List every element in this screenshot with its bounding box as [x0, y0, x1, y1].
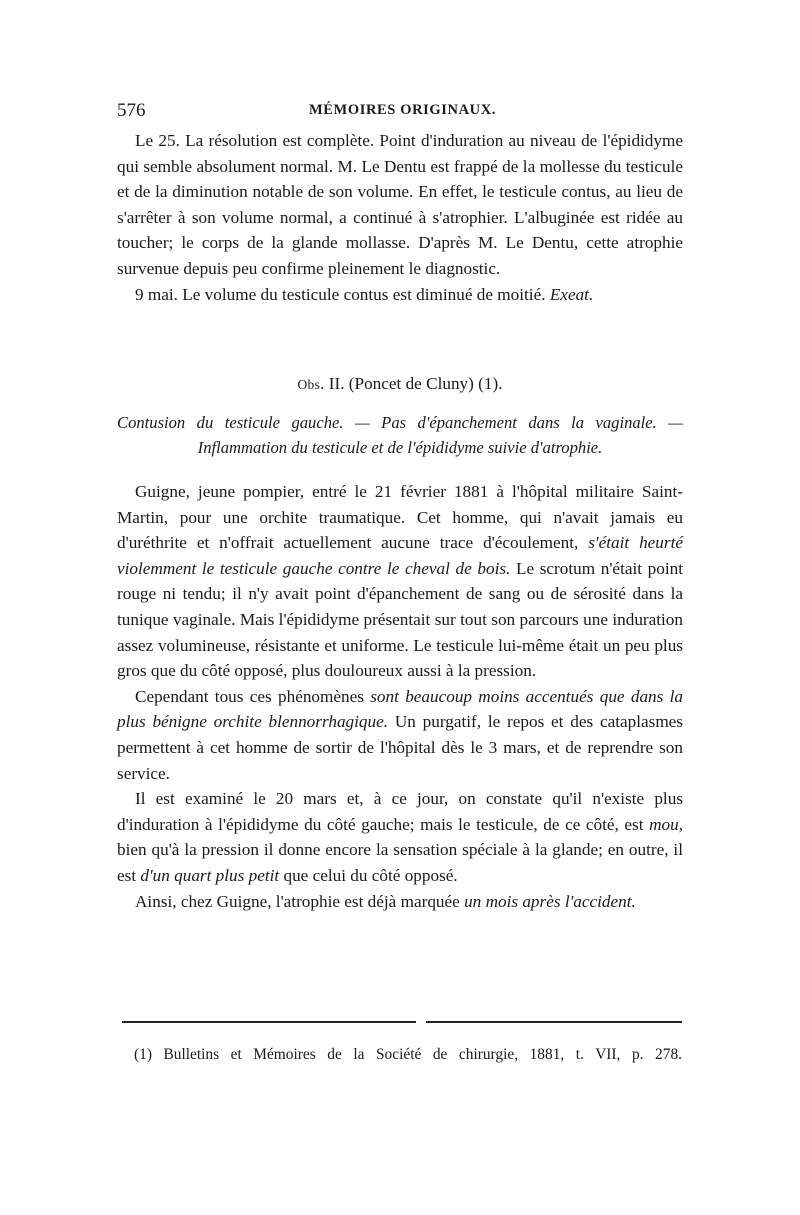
obs-label: Obs [297, 377, 321, 392]
paragraph-text: Un purgatif, le repos et des cataplasmes permettent à cet homme de sortir de l'hôpital dès le 3 mars, et de reprendre son service. [117, 712, 683, 783]
paragraph-text: 9 mai. Le volume du testicule contus est diminué de moitié. [135, 284, 546, 304]
paragraph-guigne [117, 479, 683, 684]
running-head: MÉMOIRES ORIGINAUX. [309, 102, 497, 118]
page-header [117, 100, 683, 124]
footnote-rule-left [122, 1021, 416, 1023]
observation-subtitle [117, 410, 683, 460]
text-block-1 [117, 128, 683, 307]
italic-phrase: d'un quart plus petit [140, 865, 280, 885]
paragraph-text: Guigne, jeune pompier, entré le 21 février 1881 à l'hôpital militaire Saint-Martin, pour une orchite traumatique. Cet homme, qui n'avait jamais eu d'uréthrite et n'offrait actuellement aucune trace d'écoulement, [117, 482, 683, 553]
footnote: (1) Bulletins et Mémoires de la Société de chirurgie, 1881, t. VII, p. 278. [134, 1046, 682, 1063]
italic-phrase: mou, [649, 814, 683, 834]
paragraph-text: Il est examiné le 20 mars et, à ce jour, on constate qu'il n'existe plus d'induration à l'épididyme du côté gauche; mais le testicule, de ce côté, est [117, 789, 683, 834]
text-block-2 [117, 479, 683, 914]
paragraph-examine [117, 786, 683, 888]
paragraph-9-mai [117, 282, 683, 308]
italic-phrase: sont beaucoup moins accentués que dans la plus bénigne orchite blennorrhagique. [117, 686, 684, 732]
paragraph-text: Le scrotum n'était point rouge ni tendu; il n'y avait point d'épanchement de sang ou de sérosité dans la tunique vaginale. Mais l'épididyme présentait sur tout son parcours une induration assez volumineuse, résistante et uniforme. Le testicule lui-même était un peu plus gros que du côté opposé, plus douloureux aussi à la pression. [117, 558, 683, 681]
page-number: 576 [117, 100, 146, 121]
paragraph-cependant [117, 684, 683, 786]
observation-heading [117, 374, 683, 394]
paragraph-text: Ainsi, chez Guigne, l'atrophie est déjà marquée [135, 891, 460, 911]
paragraph-ainsi [117, 889, 683, 915]
italic-phrase: un mois après l'accident. [464, 891, 636, 911]
paragraph-text: Cependant tous ces phénomènes [135, 686, 364, 706]
paragraph-text: bien qu'à la pression il donne encore la sensation spéciale à la glande; en outre, il est [117, 840, 683, 885]
subtitle-line-2: Inflammation du testicule et de l'épididyme suivie d'atrophie. [197, 438, 603, 457]
italic-phrase: s'était heurté violemment le testicule gauche contre le cheval de bois. [117, 533, 683, 578]
footnote-rule-right [426, 1021, 682, 1023]
obs-heading-rest: . II. (Poncet de Cluny) (1). [320, 374, 503, 393]
paragraph-text: que celui du côté opposé. [283, 865, 458, 885]
paragraph-le-25: Le 25. La résolution est complète. Point d'induration au niveau de l'épididyme qui semble absolument normal. M. Le Dentu est frappé de la mollesse du testicule et de la diminution notable de son volume. En effet, le testicule contus, au lieu de s'arrêter à son volume normal, a continué à s'atrophier. L'albuginée est ridée au toucher; le corps de la glande mollasse. D'après M. Le Dentu, cette atrophie survenue depuis peu confirme pleinement le diagnostic. [117, 131, 683, 278]
subtitle-line-1: Contusion du testicule gauche. — Pas d'épanchement dans la vaginale. — [117, 413, 683, 432]
exeat-italic: Exeat. [549, 284, 594, 304]
